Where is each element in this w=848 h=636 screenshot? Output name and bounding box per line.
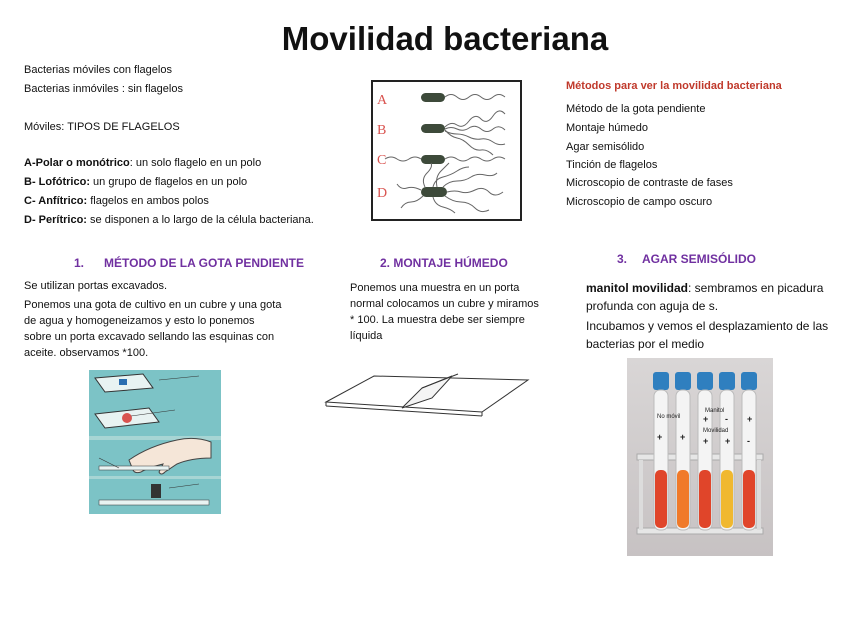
minus-sign: - [747, 436, 750, 446]
flagella-type-desc: flagelos en ambos polos [87, 195, 209, 207]
hanging-drop-svg [89, 370, 221, 514]
diagram-letter-d: D [377, 186, 388, 201]
flagella-type-label: C- Anfítrico: [24, 195, 88, 207]
wet-mount-figure [322, 368, 532, 418]
flagellum-d [397, 184, 421, 190]
flagella-type-desc: : un solo flagelo en un polo [129, 157, 262, 169]
flagellum-c [445, 157, 505, 161]
section3-paragraph2: Incubamos y vemos el desplazamiento de las bacterias por el medio [586, 319, 829, 351]
flagellum-d [445, 196, 489, 212]
diagram-letter-b: B [377, 123, 387, 138]
pointer-line [159, 376, 199, 380]
flagella-type-desc: un grupo de flagelos en un polo [89, 176, 248, 188]
agar-tubes-svg [627, 358, 773, 556]
section3-bold: manitol movilidad [586, 281, 689, 295]
photo-label-middle: Manitol [705, 408, 725, 414]
intro-line-mobile: Bacterias móviles con flagelos [24, 64, 172, 76]
divider [89, 476, 221, 479]
bacterium-a [421, 93, 445, 102]
diagram-letter-c: C [377, 153, 387, 168]
bacterium-d [421, 187, 447, 197]
drop-shape [122, 413, 132, 423]
flagellum-c [385, 157, 421, 161]
coverslip-shape [119, 379, 127, 385]
flagellum-a [445, 95, 505, 100]
tube-2 [675, 372, 691, 530]
page-title: Movilidad bacteriana [281, 20, 609, 57]
photo-label-left: No móvil [657, 414, 681, 420]
tube-1 [653, 372, 669, 530]
method-item: Microscopio de campo oscuro [566, 196, 713, 208]
flagellum-b [445, 126, 505, 131]
flagella-type-label: A-Polar o monótrico [24, 157, 130, 169]
flagella-type-d [24, 211, 314, 229]
plus-sign: + [703, 414, 709, 424]
tube-3 [697, 372, 713, 530]
tube-4 [719, 372, 735, 530]
method-item: Método de la gota pendiente [566, 103, 706, 115]
flagella-type-c [24, 192, 209, 210]
plus-sign: + [703, 436, 709, 446]
flagellum-b [445, 131, 505, 145]
flagellum-d [447, 188, 503, 195]
photo-label-middle2: Movilidad [703, 428, 729, 434]
methods-heading: Métodos para ver la movilidad bacteriana [566, 80, 782, 92]
microscope-shape [151, 484, 161, 498]
agar-tubes-photo [627, 358, 773, 556]
flagella-type-label: B- Lofótrico: [24, 176, 90, 188]
flagellum-d [443, 173, 497, 187]
bacterium-b [421, 124, 445, 133]
plus-sign: + [725, 436, 731, 446]
section3-number: 3. [617, 252, 628, 266]
section3-heading: AGAR SEMISÓLIDO [642, 252, 757, 266]
method-item: Agar semisólido [566, 141, 645, 153]
section2-heading: 2. MONTAJE HÚMEDO [380, 256, 508, 270]
flagella-type-desc: se disponen a lo largo de la célula bacteriana. [86, 214, 314, 226]
flagella-diagram [371, 80, 522, 221]
plus-sign: + [680, 432, 686, 442]
method-item: Montaje húmedo [566, 122, 648, 134]
bacterium-c [421, 155, 445, 164]
section1-line1: Se utilizan portas excavados. [24, 280, 168, 292]
method-item: Tinción de flagelos [566, 159, 658, 171]
flagellum-d [423, 163, 431, 187]
flagellum-b [445, 111, 505, 127]
hanging-drop-figure [89, 370, 221, 514]
method-item: Microscopio de contraste de fases [566, 177, 733, 189]
rack-post [757, 460, 761, 530]
section2-paragraph: Ponemos una muestra en un porta normal colocamos un cubre y miramos * 100. La muestra debe ser siempre líquida [350, 282, 539, 342]
rack-post [639, 460, 643, 530]
flagellum-d [433, 167, 469, 187]
flagella-type-b [24, 173, 247, 191]
slide-shape [99, 500, 209, 505]
flagellum-d [401, 196, 423, 208]
plus-sign: + [657, 432, 663, 442]
tube-5 [741, 372, 757, 530]
flagella-diagram-svg [373, 82, 520, 219]
flagella-type-a [24, 154, 261, 172]
section1-paragraph: Ponemos una gota de cultivo en un cubre y una gota de agua y homogeneizamos y esto lo ponemos sobre un porta excavado sellando las esquinas con aceite. observamos *100. [24, 299, 282, 359]
pointer-line [169, 484, 199, 488]
plus-sign: + [747, 414, 753, 424]
minus-sign: - [725, 414, 728, 424]
intro-line-types: Móviles: TIPOS DE FLAGELOS [24, 121, 180, 133]
flagella-type-label: D- Perítrico: [24, 214, 87, 226]
section1-number: 1. [74, 256, 85, 270]
section3-paragraph1 [586, 279, 830, 315]
wet-mount-svg [322, 368, 532, 418]
intro-line-immobile: Bacterias inmóviles : sin flagelos [24, 83, 183, 95]
section1-heading: MÉTODO DE LA GOTA PENDIENTE [104, 256, 305, 270]
flagellum-d [433, 197, 455, 213]
section3-para1-text: : sembramos en picadura profunda con aguja de s. [586, 281, 824, 313]
slide-shape [99, 466, 169, 470]
diagram-letter-a: A [377, 93, 388, 108]
